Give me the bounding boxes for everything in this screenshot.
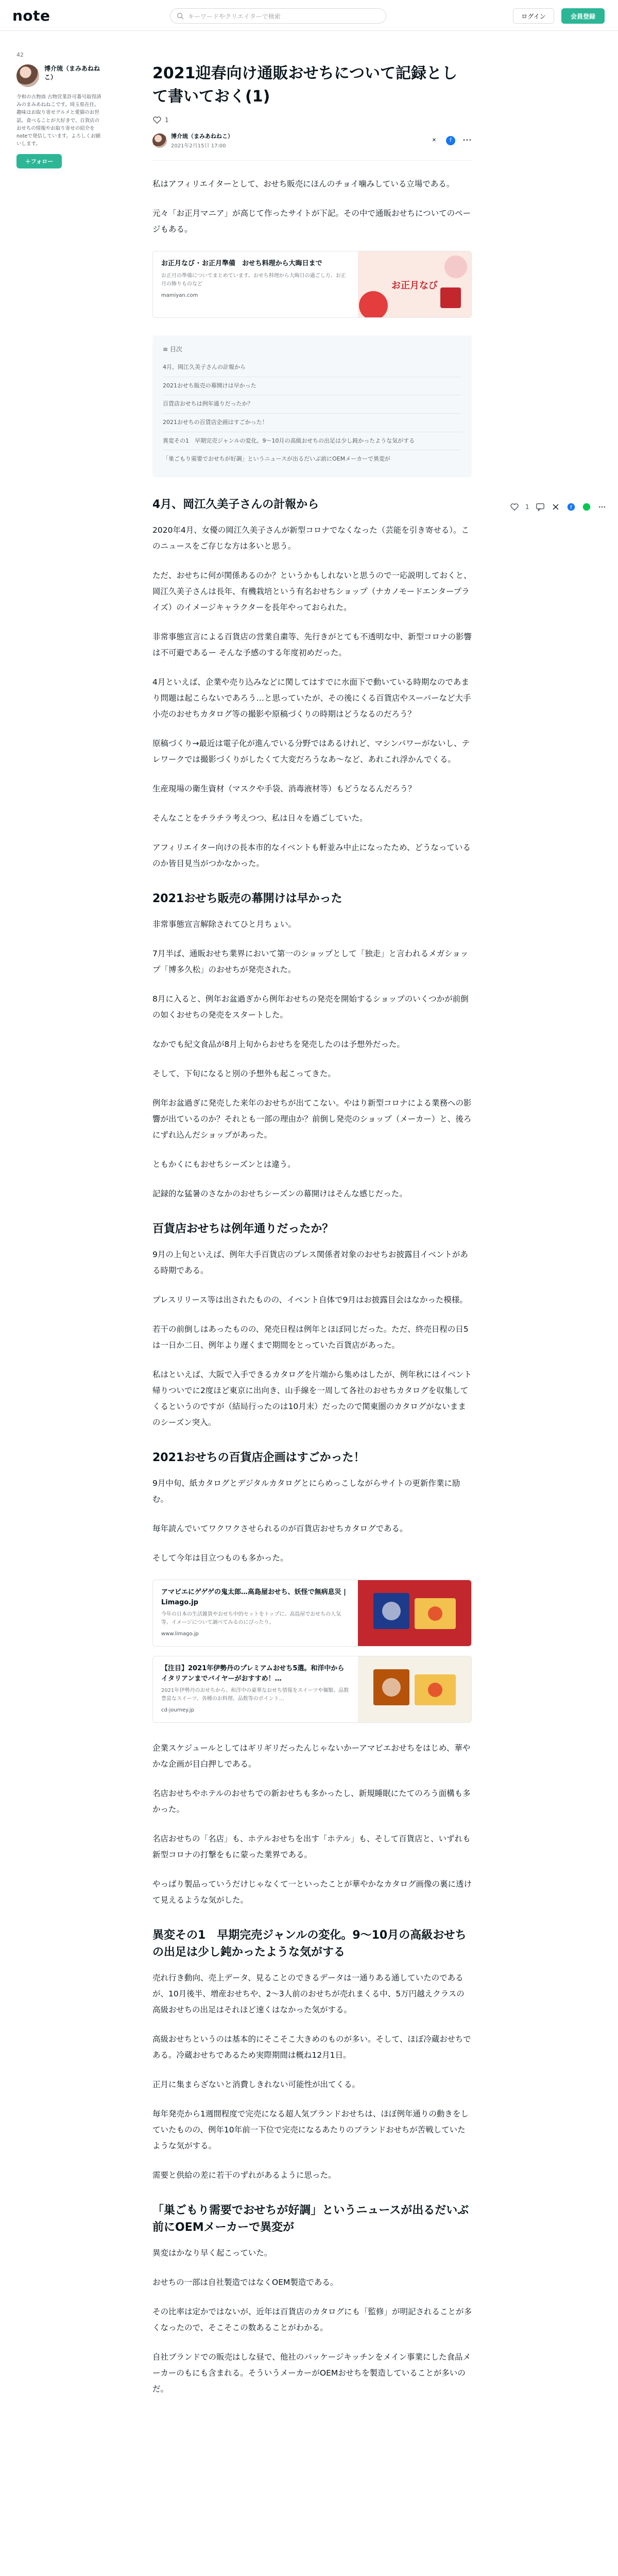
sidebar-description: 令和の古物商 古物営業許可番号取得済みのまみあねねこです。埼玉県在住。趣味はお取り寄せグルメと愛猫のお世話。食べることが大好きで、百貨店のおせちの情報やお取り寄せの紹介をnoteで発信しています。よろしくお願いします。	[16, 94, 101, 147]
paragraph: 元々「お正月マニア」が高じて作ったサイトが下記。その中で通販おせちについてのページもある。	[152, 209, 471, 234]
link-card-description: 2021年伊勢丹のおせちから、和洋中の豪華なおせち情報をスイーツや麺類、品数豊富なスイーツ、各種のお料理、品数等のポイント…	[161, 1688, 349, 1702]
paragraph: 7月半ば、通販おせち業界において第一のショップとして「独走」と言われるメガショップ「博多久松」のおせちが発売された。	[152, 949, 469, 975]
author-row	[152, 132, 472, 161]
intro	[152, 176, 472, 238]
link-card-url: mamiyan.com	[161, 292, 198, 298]
paragraph: 企業スケジュールとしてはギリギリだったんじゃないかーアマビエおせちをはじめ、華やかな企画が目白押しである。	[152, 1743, 471, 1769]
link-card[interactable]	[152, 251, 472, 318]
link-card-title: 【注目】2021年伊勢丹のプレミアムおせち5選。和洋中からイタリアンまでバイヤーがおすすめ！…	[161, 1665, 345, 1683]
more-icon[interactable]: •••	[462, 136, 472, 145]
like-count: 1	[165, 116, 169, 124]
table-of-contents	[152, 335, 472, 478]
section-heading: 4月、岡江久美子さんの計報から	[152, 498, 319, 512]
paragraph: ともかくにもおせちシーズンとは違う。	[152, 1160, 296, 1170]
toc-item[interactable]: 2021おせちの百貨店企画はすごかった！	[163, 414, 461, 432]
paragraph: 高級おせちというのは基本的にそこそこ大きめのものが多い。そして、ほぼ冷蔵おせちである。冷蔵おせちであるため実際期間は概ね12月1日。	[152, 2035, 471, 2060]
paragraph: 9月の上旬といえば、例年大手百貨店のプレス関係者対象のおせちお披露目イベントがある時期である。	[152, 1250, 468, 1276]
toc-heading: ≡ 目次	[163, 346, 182, 353]
author-name[interactable]: 博介琉（まみあねねこ）	[171, 133, 233, 140]
comment-icon[interactable]	[536, 502, 545, 512]
article-body	[152, 496, 472, 2397]
link-card-description: 今年の日本の生活雑貨やおせち中的セットをトップに、高島屋でおせちの人気等、イメージについて調べてみるのにぴったり。	[161, 1612, 341, 1626]
paragraph: そして今年は目立つものも多かった。	[152, 1553, 288, 1563]
signup-button[interactable]: 会員登録	[561, 8, 605, 24]
paragraph: 記録的な猛暑のさなかのおせちシーズンの幕開けはそんな感じだった。	[152, 1189, 407, 1199]
paragraph: 毎年読んでいてワクワクさせられるのが百貨店おせちカタログである。	[152, 1524, 408, 1534]
section-heading: 百貨店おせちは例年通りだったか？	[152, 1223, 334, 1236]
link-card-title: お正月なび · お正月準備 おせち料理から大晦日まで	[161, 260, 322, 267]
paragraph: 私はといえば、大阪で入手できるカタログを片端から集めはしたが、例年秋にはイベント帰りついでに2度ほど東京に出向き、山手線を一周して各社のおせちカタログを収集してくるというのですが（結局行ったのは10月末）だったので関東圏のカタログがないままのシーズン突入。	[152, 1370, 472, 1428]
search-input[interactable]	[170, 8, 386, 24]
x-share-icon[interactable]: ✕	[430, 136, 439, 145]
paragraph: 私はアフィリエイターとして、おせち販売にほんのチョイ噛みしている立場である。	[152, 179, 455, 189]
note-logo[interactable]: note	[12, 7, 50, 24]
paragraph: ただ、おせちに何が関係あるのか？というかもしれないと思うので一応説明しておくと、岡江久美子さんは長年、有機栽培という有名おせちショップ（ナカノモードエンタープライズ）のイメージキャラクターを長年やっておられた。	[152, 571, 472, 613]
more-icon[interactable]	[597, 502, 607, 512]
share-icons	[430, 136, 472, 145]
avatar[interactable]	[16, 64, 39, 87]
paragraph: そして、下旬になると別の予想外も起こってきた。	[152, 1069, 336, 1079]
paragraph: アフィリエイター向けの長本市的なイベントも軒並み中止になったため、どうなっているのか皆目見当がつかなかった。	[152, 843, 471, 869]
paragraph: 9月中旬、紙カタログとデジタルカタログとにらめっこしながらサイトの更新作業に励む。	[152, 1479, 460, 1504]
paragraph: 売れ行き動向、売上データ、見ることのできるデータは一通りある通していたのであるが、10月後半、増産おせちや、2〜3人前のおせちが売れまくる中、5万円越えクラスの高級おせちの出足はそれほど速くはなかった気がする。	[152, 1973, 465, 2015]
paragraph: 非常事態宣言解除されてひと月ちょい。	[152, 920, 297, 929]
link-card-image	[358, 1656, 471, 1722]
paragraph: 非常事態宣言による百貨店の営業自粛等、先行きがとても不透明な中、新型コロナの影響は不可避であるー そんな予感のする年度初めだった。	[152, 632, 472, 658]
toc-item[interactable]: 異変その1 早期完売ジャンルの変化。9〜10月の高級おせちの出足は少し鈍かったような気がする	[163, 432, 461, 451]
list-icon: ≡	[163, 346, 170, 353]
link-card-url: cd-journey.jp	[161, 1707, 194, 1714]
float-like-count: 1	[525, 503, 529, 511]
facebook-share-icon[interactable]	[566, 502, 576, 512]
heart-icon[interactable]	[510, 502, 519, 512]
author-info[interactable]	[152, 132, 233, 149]
login-button[interactable]: ログイン	[513, 8, 554, 24]
search-placeholder: キーワードやクリエイターで検索	[188, 12, 281, 20]
paragraph: 生産現場の衛生資材（マスクや手袋、消毒液材等）もどうなるんだろう？	[152, 784, 416, 794]
article	[152, 62, 472, 2411]
line-share-icon[interactable]	[582, 502, 591, 512]
toc-item[interactable]: 「巣ごもり需要でおせちが好調」というニュースが出るだいぶ前にOEMメーカーで異変が	[163, 455, 390, 463]
paragraph: 若干の前倒しはあったものの、発売日程は例年とほぼ同じだった。ただ、終売日程の日5は一日か二日、例年より遅くまで期間をとっていた百貨店があった。	[152, 1325, 469, 1350]
link-card-description: お正月の準備についてまとめています。おせち料理から大晦日の過ごし方、お正月の飾りものなど	[161, 273, 346, 287]
link-card[interactable]	[152, 1580, 472, 1647]
paragraph: 2020年4月、女優の岡江久美子さんが新型コロナでなくなった（芸能を引き寄せる）。このニュースをご存じな方は多いと思う。	[152, 526, 470, 551]
paragraph: 毎年発売から1週間程度で完売になる超人気ブランドおせちは、ほぼ例年通りの動きをしていたものの、例年10年前一下位で完売になるあたりのブランドおせちが苦戦していたような気がする。	[152, 2109, 469, 2151]
paragraph: 正月に集まらざないと消費しきれない可能性が出てくる。	[152, 2080, 360, 2090]
link-card-image	[358, 251, 471, 317]
follow-button[interactable]	[16, 154, 62, 168]
paragraph: 4月といえば、企業や売り込みなどに関してはすでに水面下で動いている時期なのであまり問題は起こらないであろう…と思っていたが、その後にくる百貨店やスーパーなど大手小売のおせちカタログ等の撮影や原稿づくりの時期はどうなるのだろう？	[152, 677, 471, 719]
heart-icon[interactable]	[152, 115, 162, 125]
link-card-image	[358, 1580, 471, 1646]
section-heading: 2021おせち販売の幕開けは早かった	[152, 892, 342, 906]
link-card-badge: お正月なび	[391, 280, 438, 291]
section-heading: 2021おせちの百貨店企画はすごかった！	[152, 1451, 365, 1465]
sidebar-author[interactable]	[16, 64, 104, 87]
paragraph: 原稿づくり→最近は電子化が進んでいる分野ではあるけれど、マシンパワーがないし、テレワークでは撮影づくりがしたくて大変だろうなあ〜など、あれこれ浮かんでくる。	[152, 739, 470, 765]
link-card-url: www.limago.jp	[161, 1631, 199, 1637]
search-icon	[177, 12, 184, 20]
avatar[interactable]	[152, 133, 167, 148]
paragraph: 8月に入ると、例年お盆過ぎから例年おせちの発売を開始するショップのいくつかが前倒の如くおせちの発売をスタートした。	[152, 994, 469, 1020]
section-heading: 「巣ごもり需要でおせちが好調」というニュースが出るだいぶ前にOEMメーカーで異変が	[152, 2204, 469, 2234]
paragraph: 需要と供給の差に若干のずれがあるように思った。	[152, 2171, 336, 2180]
link-card-title: アマビエにゲゲゲの鬼太郎…高島屋おせち、妖怪で無病息災 | Limago.jp	[161, 1588, 346, 1606]
publish-date: 2021年2月15日 17:00	[171, 143, 226, 149]
paragraph: 例年お盆過ぎに発売した来年のおせちが出てこない。やはり新型コロナによる業務への影響が出ているのか？それとも一部の理由か？前倒し発売のショップ（メーカー）と、後ろにずれ込んだショップがあった。	[152, 1098, 472, 1140]
svg-text:f: f	[570, 505, 572, 511]
x-share-icon[interactable]	[551, 502, 560, 512]
floating-action-bar	[510, 502, 607, 512]
paragraph: なかでも紀文食品が8月上旬からおせちを発売したのは予想外だった。	[152, 1040, 405, 1049]
section-heading: 異変その1 早期完売ジャンルの変化。9〜10月の高級おせちの出足は少し鈍かったような気がする	[152, 1929, 467, 1959]
paragraph: やっぱり製品っていうだけじゃなくて一といったことが華やかなカタログ画像の裏に透けて見えるような気がした。	[152, 1879, 472, 1905]
sidebar-count: 42	[16, 52, 24, 58]
paragraph: 自社ブランドでの販売はしな昼で、他社のパッケージキッチンをメイン事業にした食品メーカーのもにも含まれる。そういうメーカーがOEMおせちを製造していることが多いのだ。	[152, 2352, 471, 2394]
toc-item[interactable]: 百貨店おせちは例年通りだったか？	[163, 395, 461, 414]
paragraph: 名店おせちやホテルのおせちでの新おせちも多かったし、新規睡眠にたてのろう面構も多かった。	[152, 1789, 471, 1815]
paragraph: そんなことをチラチラ考えつつ、私は日々を過ごしていた。	[152, 814, 368, 823]
facebook-share-icon[interactable]: f	[446, 136, 455, 145]
toc-item[interactable]: 4月、岡江久美子さんの計報から	[163, 359, 461, 377]
follow-label: フォロー	[30, 158, 54, 165]
link-card[interactable]	[152, 1656, 472, 1723]
plus-icon: ＋	[25, 158, 31, 165]
paragraph: 名店おせちの「名店」も、ホテルおせちを出す「ホテル」も、そして百貨店と、いずれも新型コロナの打撃をもに蒙った業界である。	[152, 1834, 471, 1860]
creator-sidebar	[16, 52, 104, 168]
like-row	[152, 115, 472, 125]
toc-item[interactable]: 2021おせち販売の幕開けは早かった	[163, 377, 461, 396]
article-title: 2021迎春向け通販おせちについて記録として書いておく(1)	[152, 64, 457, 106]
sidebar-author-name[interactable]: 博介琉（まみあねねこ）	[44, 65, 100, 81]
paragraph: おせちの一部は自社製造ではなくOEM製造である。	[152, 2278, 338, 2287]
paragraph: その比率は定かではないが、近年は百貨店のカタログにも「監修」が明記されることが多くなったので、そこそこの数あることがわかる。	[152, 2307, 472, 2333]
paragraph: プレスリリース等は出されたものの、イベント自体で9月はお披露目会はなかった模様。	[152, 1295, 468, 1305]
paragraph: 異変はかなり早く起こっていた。	[152, 2248, 272, 2258]
top-header	[0, 0, 618, 31]
